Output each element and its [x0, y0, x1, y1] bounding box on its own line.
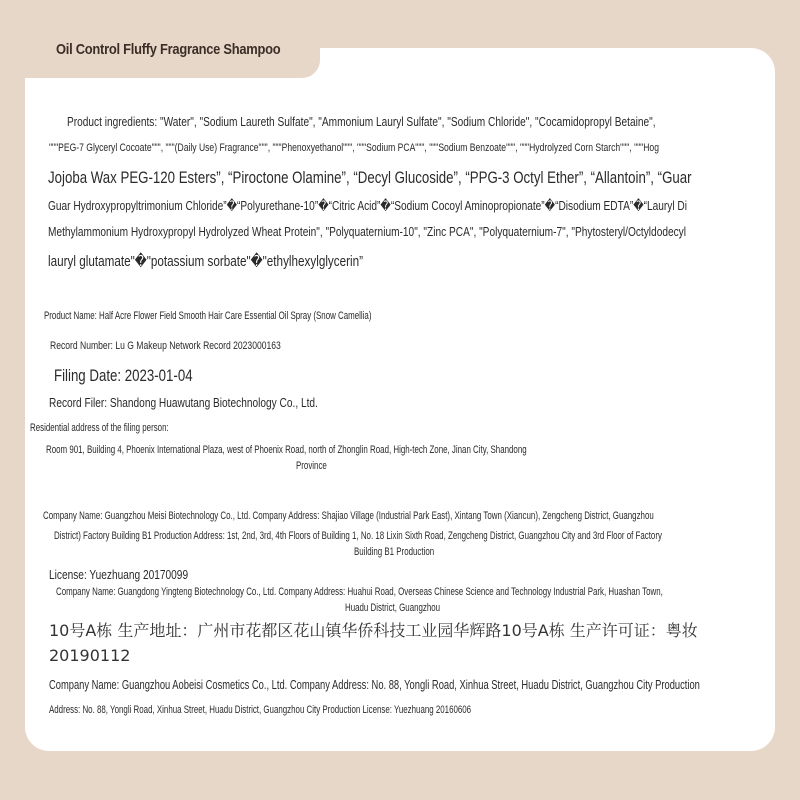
license-yuezhuang-20170099: License: Yuezhuang 20170099 — [49, 567, 189, 582]
yingteng-company-line-1: Company Name: Guangdong Yingteng Biotechnology Co., Ltd. Company Address: Huahui Road, Overseas Chinese Science and Technology Industrial Park, Huashan Town, — [56, 586, 663, 598]
aobeisi-company-line-2: Address: No. 88, Yongli Road, Xinhua Street, Huadu District, Guangzhou City Production License: Yuezhuang 20160606 — [49, 704, 472, 716]
meisi-company-line-2: District) Factory Building B1 Production Address: 1st, 2nd, 3rd, 4th Floors of Building 1, No. 18 Lixin Sixth Road, Zengcheng District, Guangzhou City and 3rd Floor of Factory — [54, 530, 662, 542]
ingredients-line-3: Jojoba Wax PEG-120 Esters”, “Piroctone Olamine”, “Decyl Glucoside”, “PPG-3 Octyl Ether”, “Allantoin”, “Guar — [48, 168, 692, 187]
record-number: Record Number: Lu G Makeup Network Record 2023000163 — [50, 340, 281, 352]
page-title: Oil Control Fluffy Fragrance Shampoo — [56, 41, 281, 58]
residential-address-line-1: Room 901, Building 4, Phoenix International Plaza, west of Phoenix Road, north of Zhonglin Road, High-tech Zone, Jinan City, Shandong — [46, 444, 527, 456]
record-filer: Record Filer: Shandong Huawutang Biotechnology Co., Ltd. — [49, 395, 318, 410]
content-card — [25, 48, 775, 751]
ingredients-line-5: Methylammonium Hydroxypropyl Hydrolyzed Wheat Protein", "Polyquaternium-10", "Zinc PCA", "Polyquaternium-7", "Phytosteryl/Octyldodecyl — [48, 224, 687, 239]
ingredients-line-2: """PEG-7 Glyceryl Cocoate""", """(Daily Use) Fragrance""", """Phenoxyethanol""", """Sodium PCA""", """Sodium Benzoate""", """Hydrolyzed Corn Starch""", """Hog — [49, 142, 659, 154]
product-name: Product Name: Half Acre Flower Field Smooth Hair Care Essential Oil Spray (Snow Camellia) — [44, 310, 372, 322]
residential-label: Residential address of the filing person: — [30, 422, 169, 434]
aobeisi-company-line-1: Company Name: Guangzhou Aobeisi Cosmetics Co., Ltd. Company Address: No. 88, Yongli Road, Xinhua Street, Huadu District, Guangzhou City Production — [49, 677, 700, 692]
production-address-chinese: 10号A栋 生产地址：广州市花都区花山镇华侨科技工业园华辉路10号A栋 生产许可证：粤妆 — [49, 621, 698, 640]
meisi-company-line-1: Company Name: Guangzhou Meisi Biotechnology Co., Ltd. Company Address: Shajiao Village (Industrial Park East), Xintang Town (Xiancun), Zengcheng District, Guangzhou — [43, 510, 654, 522]
meisi-company-line-3: Building B1 Production — [354, 546, 435, 558]
ingredients-line-1: Product ingredients: "Water", "Sodium Laureth Sulfate", "Ammonium Lauryl Sulfate", "Sodium Chloride", "Cocamidopropyl Betaine", — [67, 114, 656, 129]
ingredients-line-6: lauryl glutamate"�"potassium sorbate"�"ethylhexylglycerin” — [48, 253, 364, 270]
filing-date: Filing Date: 2023-01-04 — [54, 366, 193, 385]
residential-address-line-2: Province — [296, 460, 327, 472]
production-license-number: 20190112 — [49, 646, 131, 665]
yingteng-company-line-2: Huadu District, Guangzhou — [345, 602, 441, 614]
ingredients-line-4: Guar Hydroxypropyltrimonium Chloride”�“Polyurethane-10”�“Citric Acid”�“Sodium Cocoyl Aminopropionate”�“Disodium EDTA”�“Lauryl Di — [48, 198, 688, 213]
